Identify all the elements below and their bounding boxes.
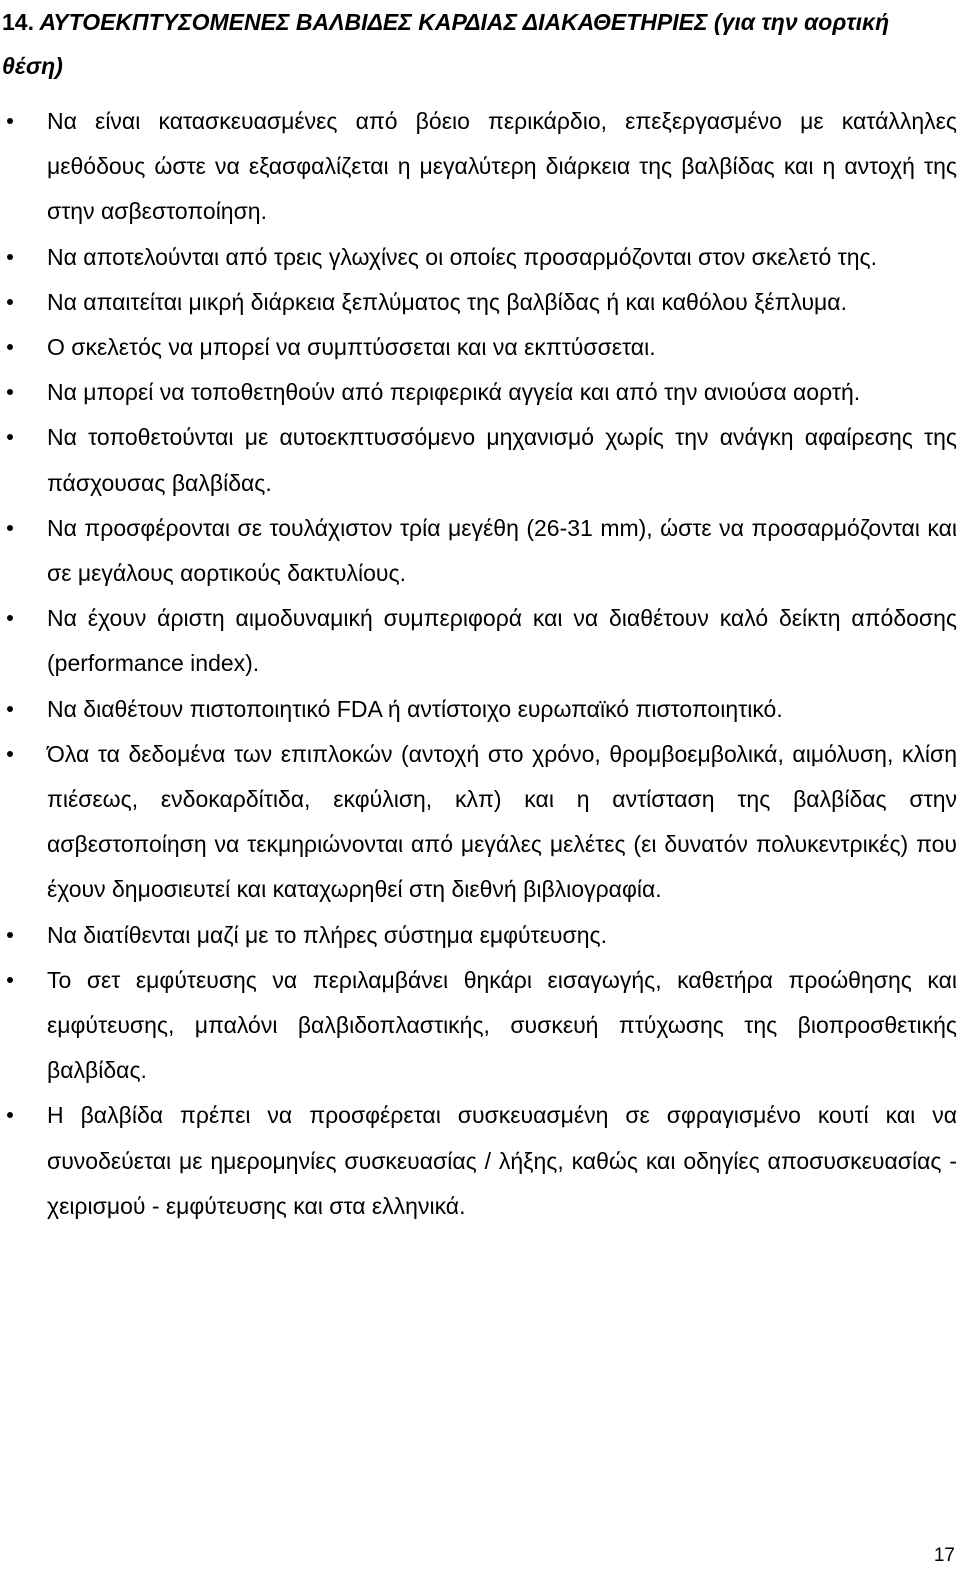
section-number: 14. (2, 9, 34, 35)
list-item-text: Να μπορεί να τοποθετηθούν από περιφερικά αγγεία και από την ανιούσα αορτή. (47, 379, 861, 406)
bullet-icon (7, 932, 13, 938)
bullet-icon (7, 389, 13, 395)
requirements-list (0, 99, 957, 1229)
bullet-icon (7, 977, 13, 983)
list-item-text: Να διαθέτουν πιστοποιητικό FDA ή αντίστοιχο ευρωπαϊκό πιστοποιητικό. (47, 695, 783, 722)
list-item (0, 370, 957, 415)
list-item (0, 99, 957, 235)
list-item-text: Να έχουν άριστη αιμοδυναμική συμπεριφορά και να διαθέτουν καλό δείκτη απόδοσης (performance index). (47, 605, 957, 677)
list-item-text: Να αποτελούνται από τρεις γλωχίνες οι οποίες προσαρμόζονται στον σκελετό της. (47, 243, 877, 270)
list-item-text: Να τοποθετούνται με αυτοεκπτυσσόμενο μηχανισμό χωρίς την ανάγκη αφαίρεσης της πάσχουσας βαλβίδας. (47, 424, 957, 496)
list-item-text: Να προσφέρονται σε τουλάχιστον τρία μεγέθη (26-31 mm), ώστε να προσαρμόζονται και σε μεγάλους αορτικούς δακτυλίους. (47, 514, 957, 587)
page-number: 17 (933, 1545, 955, 1566)
bullet-icon (7, 706, 13, 712)
list-item (0, 687, 957, 732)
list-item-text: Να διατίθενται μαζί με το πλήρες σύστημα εμφύτευσης. (47, 921, 607, 948)
list-item-text: Να απαιτείται μικρή διάρκεια ξεπλύματος της βαλβίδας ή και καθόλου ξέπλυμα. (47, 288, 847, 315)
list-item (0, 415, 957, 505)
list-item-text: Ο σκελετός να μπορεί να συμπτύσσεται και να εκπτύσσεται. (47, 334, 656, 361)
list-item (0, 1093, 957, 1229)
list-item-text: Να είναι κατασκευασμένες από βόειο περικάρδιο, επεξεργασμένο με κατάλληλες μεθόδους ώστε να εξασφαλίζεται η μεγαλύτερη διάρκεια της βαλβίδας και η αντοχή της στην ασβεστοποίηση. (47, 108, 957, 225)
bullet-icon (7, 344, 13, 350)
bullet-icon (7, 254, 13, 260)
list-item (0, 732, 957, 913)
list-item (0, 325, 957, 370)
list-item (0, 235, 957, 280)
list-item-text: Το σετ εμφύτευσης να περιλαμβάνει θηκάρι εισαγωγής, καθετήρα προώθησης και εμφύτευσης, μπαλόνι βαλβιδοπλαστικής, συσκευή πτύχωσης της βιοπροσθετικής βαλβίδας. (47, 966, 957, 1084)
list-item (0, 596, 957, 686)
list-item-text: Όλα τα δεδομένα των επιπλοκών (αντοχή στο χρόνο, θρομβοεμβολικά, αιμόλυση, κλίση πιέσεως, ενδοκαρδίτιδα, εκφύλιση, κλπ) και η αντίσταση της βαλβίδας στην ασβεστοποίηση να τεκμηριώνονται από μεγάλες μελέτες (ει δυνατόν πολυκεντρικές) που έχουν δημοσιευτεί και καταχωρηθεί στη διεθνή βιβλιογραφία. (47, 740, 957, 903)
bullet-icon (7, 299, 13, 305)
bullet-icon (7, 118, 13, 124)
list-item (0, 506, 957, 596)
list-item (0, 913, 957, 958)
bullet-icon (7, 525, 13, 531)
bullet-icon (7, 615, 13, 621)
list-item (0, 280, 957, 325)
list-item (0, 958, 957, 1094)
section-title: ΑΥΤΟΕΚΠΤΥΣΟΜΕΝΕΣ ΒΑΛΒΙΔΕΣ ΚΑΡΔΙΑΣ ΔΙΑΚΑΘΕΤΗΡΙΕΣ (για την αορτική θέση) (2, 9, 890, 79)
list-item-text: Η βαλβίδα πρέπει να προσφέρεται συσκευασμένη σε σφραγισμένο κουτί και να συνοδεύεται με ημερομηνίες συσκευασίας / λήξης, καθώς και οδηγίες αποσυσκευασίας - χειρισμού - εμφύτευσης και στα ελληνικά. (47, 1102, 957, 1219)
bullet-icon (7, 1112, 13, 1118)
section-heading (2, 0, 952, 88)
bullet-icon (7, 434, 13, 440)
bullet-icon (7, 751, 13, 757)
